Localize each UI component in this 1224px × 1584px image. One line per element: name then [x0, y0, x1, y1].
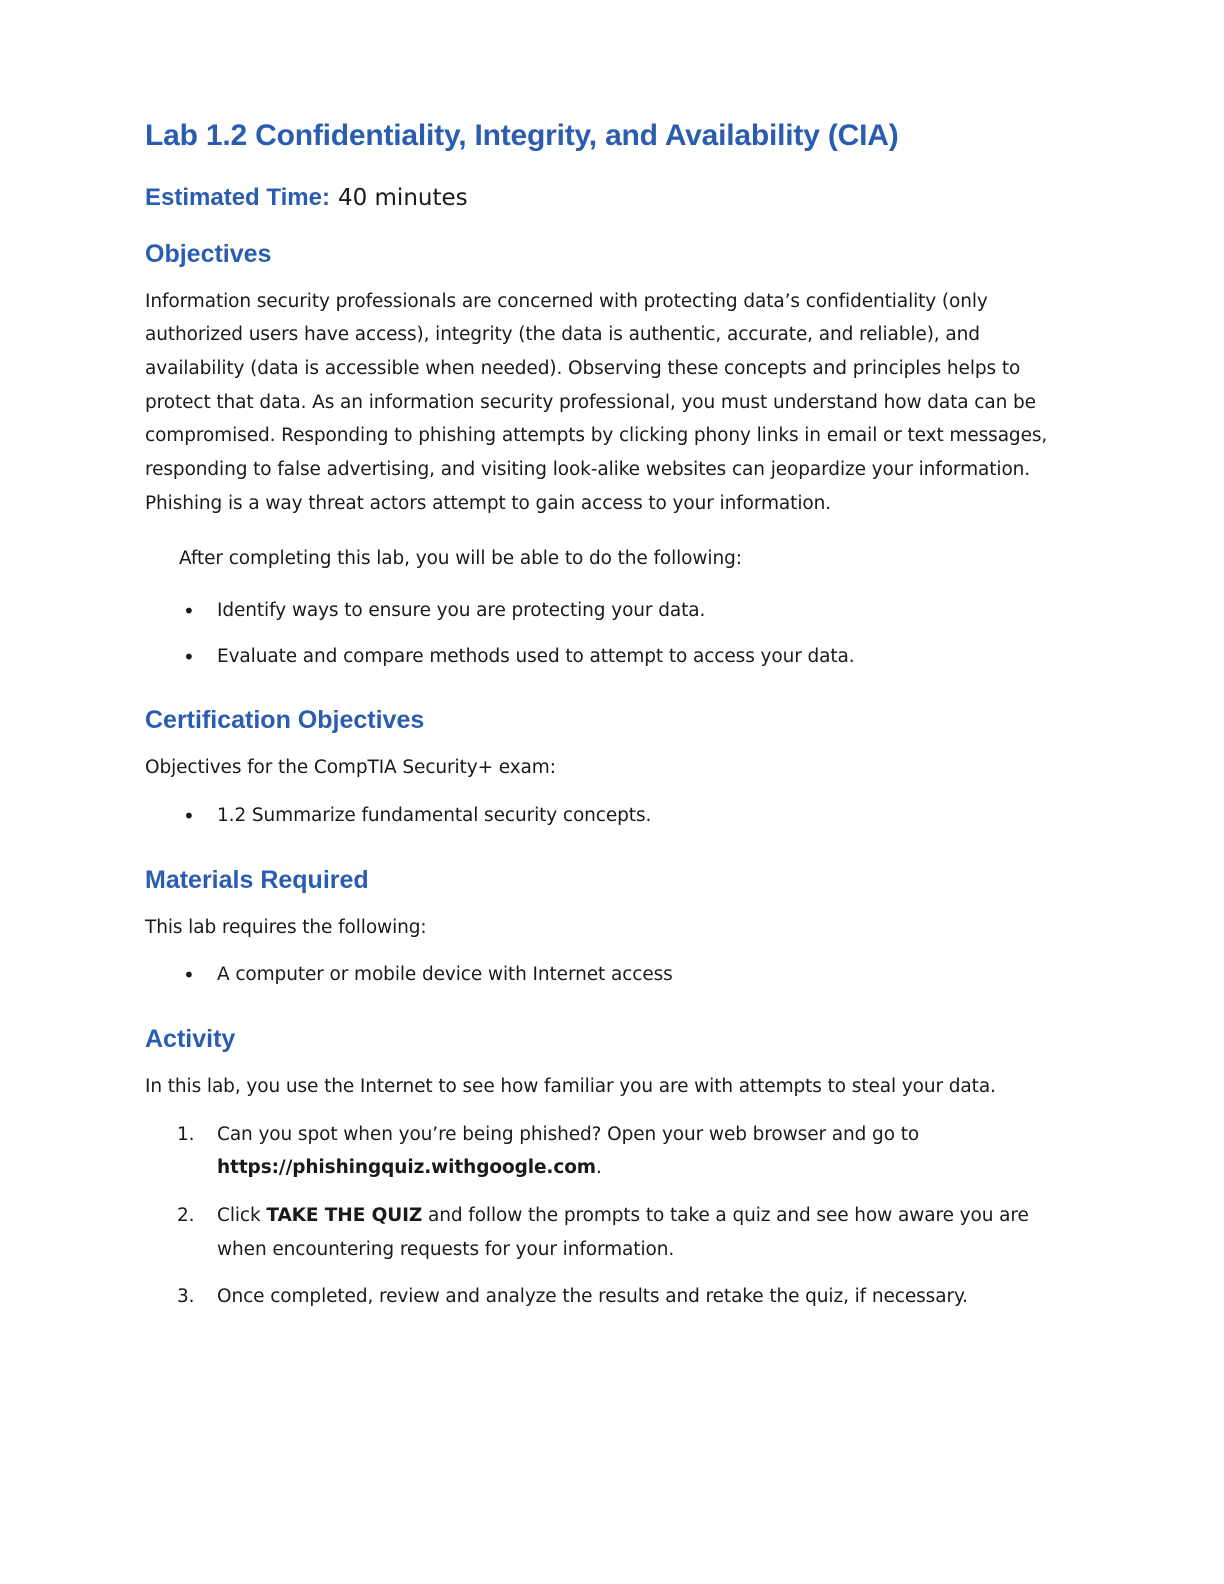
step-text-before: Click — [217, 1204, 267, 1226]
section-heading-materials-required: Materials Required — [145, 865, 369, 894]
page-title: Lab 1.2 Confidentiality, Integrity, and Availability (CIA) — [145, 119, 899, 152]
step-text-after: . — [595, 1157, 602, 1179]
list-item — [145, 1118, 1079, 1185]
step-emphasis: https://phishingquiz.withgoogle.com — [217, 1157, 596, 1179]
list-item: • 1.2 Summarize fundamental security concepts. — [145, 799, 1079, 833]
estimated-time-label: Estimated Time: — [145, 184, 330, 211]
section-heading-activity: Activity — [145, 1024, 236, 1053]
step-emphasis: TAKE THE QUIZ — [266, 1204, 423, 1226]
step-text-after: and follow the prompts to take a quiz and see how aware you are when encountering requests for your information. — [217, 1204, 1029, 1260]
list-item: • Identify ways to ensure you are protecting your data. — [145, 594, 1079, 628]
activity-step-list — [145, 1118, 1079, 1314]
estimated-time-value: 40 minutes — [337, 185, 468, 211]
list-item — [145, 1199, 1079, 1266]
certification-objectives-bullet-list — [145, 799, 1079, 833]
objectives-bullet-list — [145, 594, 1079, 673]
objectives-lead-in: After completing this lab, you will be able to do the following: — [179, 548, 742, 570]
list-item: • A computer or mobile device with Internet access — [145, 958, 1079, 992]
step-text-before: Once completed, review and analyze the results and retake the quiz, if necessary. — [217, 1286, 968, 1308]
activity-lead-in: In this lab, you use the Internet to see how familiar you are with attempts to steal your data. — [145, 1075, 996, 1097]
section-heading-objectives: Objectives — [145, 239, 272, 268]
materials-required-lead-in: This lab requires the following: — [145, 916, 427, 938]
certification-objectives-lead-in: Objectives for the CompTIA Security+ exam: — [145, 757, 556, 779]
estimated-time-line — [145, 184, 1079, 213]
list-item: • Evaluate and compare methods used to attempt to access your data. — [145, 640, 1079, 674]
step-text-before: Can you spot when you’re being phished? Open your web browser and go to — [217, 1123, 920, 1145]
list-item — [145, 1280, 1079, 1314]
section-heading-certification-objectives: Certification Objectives — [145, 706, 425, 735]
materials-required-bullet-list — [145, 958, 1079, 992]
objectives-paragraph: Information security professionals are concerned with protecting data’s confidentiality (only authorized users have access), integrity (the data is authentic, accurate, and reliable), and availability (data is accessible when needed). Observing these concepts and principles helps to protect that data. As an information security professional, you must understand how data can be compromised. Responding to phishing attempts by clicking phony links in email or text messages, responding to false advertising, and visiting look-alike websites can jeopardize your information. Phishing is a way threat actors attempt to gain access to your information. — [145, 290, 1048, 514]
